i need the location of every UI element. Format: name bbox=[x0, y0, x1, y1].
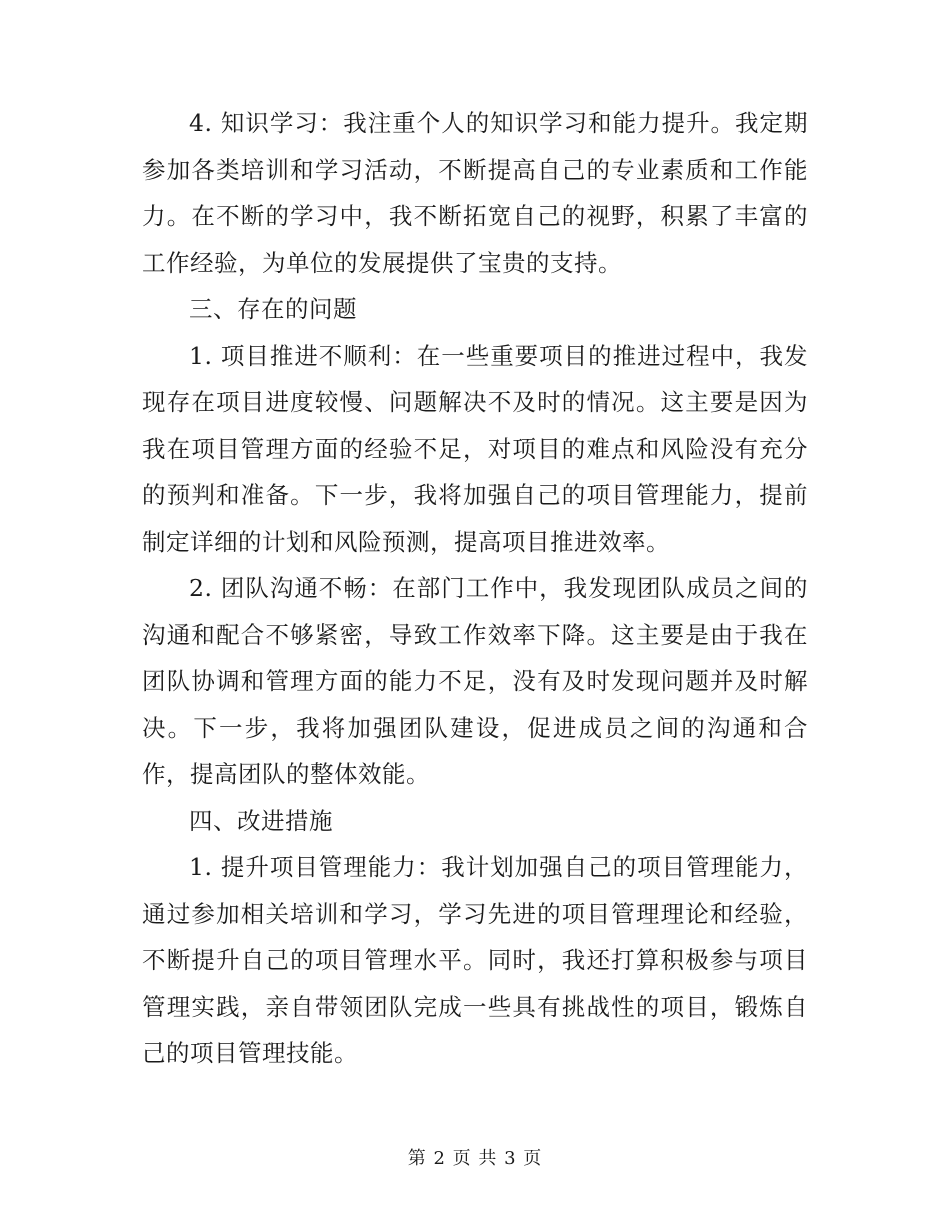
paragraph-team-communication: 2. 团队沟通不畅：在部门工作中，我发现团队成员之间的沟通和配合不够紧密，导致工作效率下降。这主要是由于我在团队协调和管理方面的能力不足，没有及时发现问题并及时解决。下一步，我将加强团队建设，促进成员之间的沟通和合作，提高团队的整体效能。 bbox=[142, 574, 808, 788]
paragraph-project-management: 1. 提升项目管理能力：我计划加强自己的项目管理能力，通过参加相关培训和学习，学习先进的项目管理理论和经验，不断提升自己的项目管理水平。同时，我还打算积极参与项目管理实践，亲自带领团队完成一些具有挑战性的项目，锻炼自己的项目管理技能。 bbox=[142, 853, 808, 1067]
section-heading-problems: 三、存在的问题 bbox=[189, 295, 357, 323]
paragraph-project-progress: 1. 项目推进不顺利：在一些重要项目的推进过程中，我发现存在项目进度较慢、问题解决不及时的情况。这主要是因为我在项目管理方面的经验不足，对项目的难点和风险没有充分的预判和准备。下一步，我将加强自己的项目管理能力，提前制定详细的计划和风险预测，提高项目推进效率。 bbox=[142, 341, 808, 556]
document-body bbox=[142, 100, 808, 1077]
section-heading-improvements: 四、改进措施 bbox=[189, 806, 333, 835]
page-number-footer: 第 2 页 共 3 页 bbox=[407, 1148, 543, 1169]
paragraph-knowledge-learning: 4. 知识学习：我注重个人的知识学习和能力提升。我定期参加各类培训和学习活动，不断提高自己的专业素质和工作能力。在不断的学习中，我不断拓宽自己的视野，积累了丰富的工作经验，为单位的发展提供了宝贵的支持。 bbox=[142, 109, 808, 277]
